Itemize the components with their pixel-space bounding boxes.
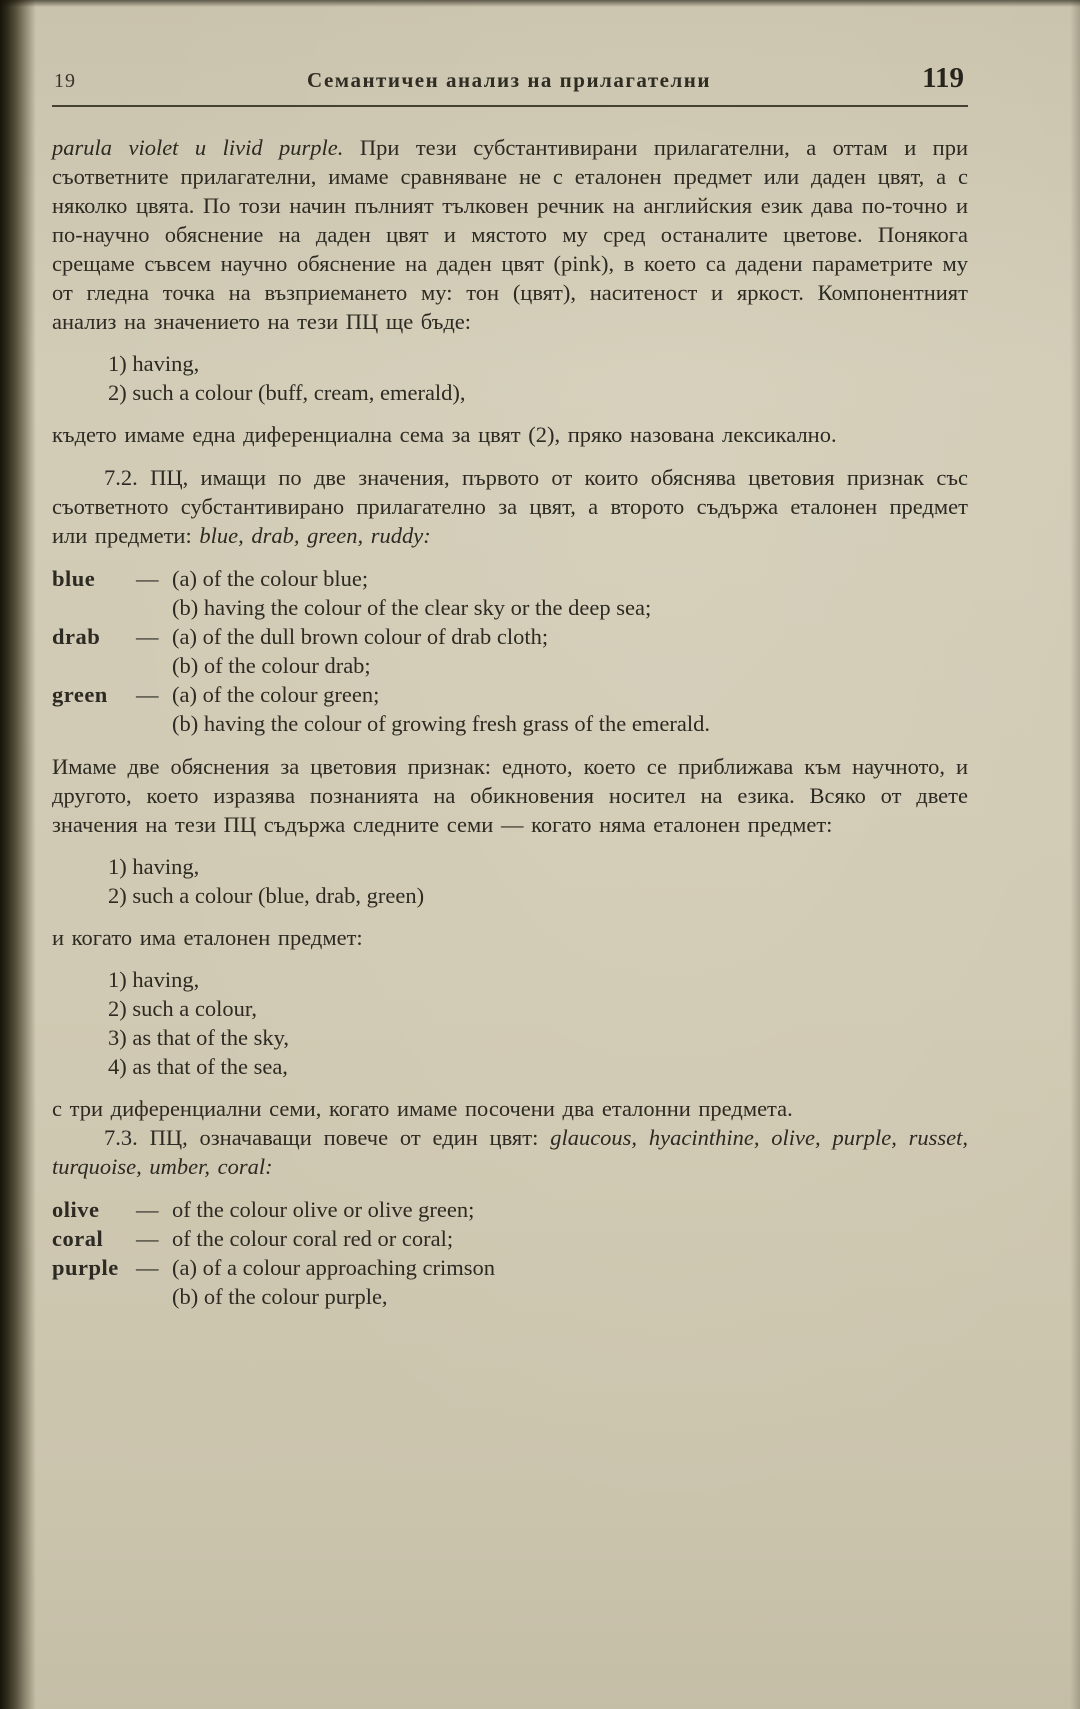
definition-row [52,564,968,622]
list-item: 2) such a colour (buff, cream, emerald), [108,380,466,405]
definition-dash: — [136,682,159,707]
definition-line: (b) of the colour purple, [172,1284,388,1309]
definition-lines [172,1195,968,1224]
section-number: 7.3. [104,1125,138,1150]
list-item: 1) having, [108,967,200,992]
definition-line: (b) having the colour of growing fresh grass of the emerald. [172,711,710,736]
definition-dash: — [136,566,159,591]
definition-lines [172,1253,968,1311]
component-list-2 [108,852,968,910]
paragraph-intro-text: При тези субстантивирани прилагателни, а оттам и при съответните прилагателни, имаме сравняване не с еталонен предмет или даден цвят, а с няколко цвята. По този начин пълният тълковен речник на английския език дава по-точно и по-научно обяснение на даден цвят и мястото му сред останалите цветове. Понякога срещаме съвсем научно обяснение на даден цвят (pink), в което са дадени параметрите му от гледна точка на възприемането му: тон (цвят), наситеност и яркост. Компонентният анализ на значението на тези ПЦ ще бъде: [52,135,969,334]
italic-terms: glaucous, hyacinthine, olive, purple, russet, turquoise, umber, coral: [52,1125,969,1179]
list-item: 1) having, [108,854,200,879]
definition-dash: — [136,1197,159,1222]
definition-line: (a) of the dull brown colour of drab cloth; [172,624,549,649]
definition-line: (b) having the colour of the clear sky or the deep sea; [172,595,652,620]
component-list-3 [108,965,968,1081]
list-item: 3) as that of the sky, [108,1025,289,1050]
italic-lead: parula violet и livid purple. [52,135,344,160]
paragraph-7-2-text: ПЦ, имащи по две значения, първото от които обяснява цветовия признак със съответното субстантивирано прилагателно за цвят, а второто съдържа еталонен предмет или предмети: [52,465,969,548]
definition-lines [172,622,968,680]
list-item: 4) as that of the sea, [108,1054,288,1079]
definition-row [52,1224,968,1253]
definition-line: (a) of a colour approaching crimson [172,1255,495,1280]
paragraph-etalon: и когато има еталонен предмет: [52,925,363,950]
definition-row [52,1195,968,1224]
paragraph-7-3 [52,1123,968,1181]
definition-term: purple [52,1255,119,1280]
definition-line: (a) of the colour blue; [172,566,369,591]
paragraph-sema: където имаме една диференциална сема за цвят (2), пряко назована лексикално. [52,422,837,447]
definition-dash: — [136,1255,159,1280]
definition-term: olive [52,1197,100,1222]
definition-term: green [52,682,108,707]
definition-lines [172,564,968,622]
definition-lines [172,680,968,738]
definition-line: of the colour olive or olive green; [172,1197,475,1222]
definition-term: blue [52,566,96,591]
list-item: 1) having, [108,351,200,376]
definition-line: (a) of the colour green; [172,682,380,707]
paragraph-three-semes: с три диференциални семи, когато имаме посочени два еталонни предмета. [52,1096,793,1121]
left-page-number: 19 [54,70,76,92]
definition-row [52,622,968,680]
list-item: 2) such a colour (blue, drab, green) [108,883,425,908]
definition-line: of the colour coral red or coral; [172,1226,454,1251]
definition-list-2 [52,1195,968,1311]
definition-row [52,680,968,738]
definition-term: coral [52,1226,104,1251]
body-text [52,133,968,1311]
section-number: 7.2. [104,465,138,490]
definition-lines [172,1224,968,1253]
paragraph-intro [52,133,968,336]
paragraph-7-2 [52,463,968,550]
definition-dash: — [136,1226,159,1251]
page-header [52,62,968,107]
paragraph-explanations: Имаме две обяснения за цветовия признак: едното, което се приближава към научното, и другото, което изразява познанията на обикновения носител на езика. Всяко от двете значения на тези ПЦ съдържа следните семи — когато няма еталонен предмет: [52,754,968,837]
definition-line: (b) of the colour drab; [172,653,371,678]
definition-term: drab [52,624,101,649]
component-list-1 [108,349,968,407]
list-item: 2) such a colour, [108,996,258,1021]
running-title: Семантичен анализ на прилагателни [307,68,711,92]
definition-list-1 [52,564,968,738]
paragraph-7-3-text: ПЦ, означаващи повече от един цвят: [149,1125,539,1150]
italic-terms: blue, drab, green, ruddy: [199,523,431,548]
definition-dash: — [136,624,159,649]
right-page-number: 119 [922,62,964,94]
definition-row [52,1253,968,1311]
